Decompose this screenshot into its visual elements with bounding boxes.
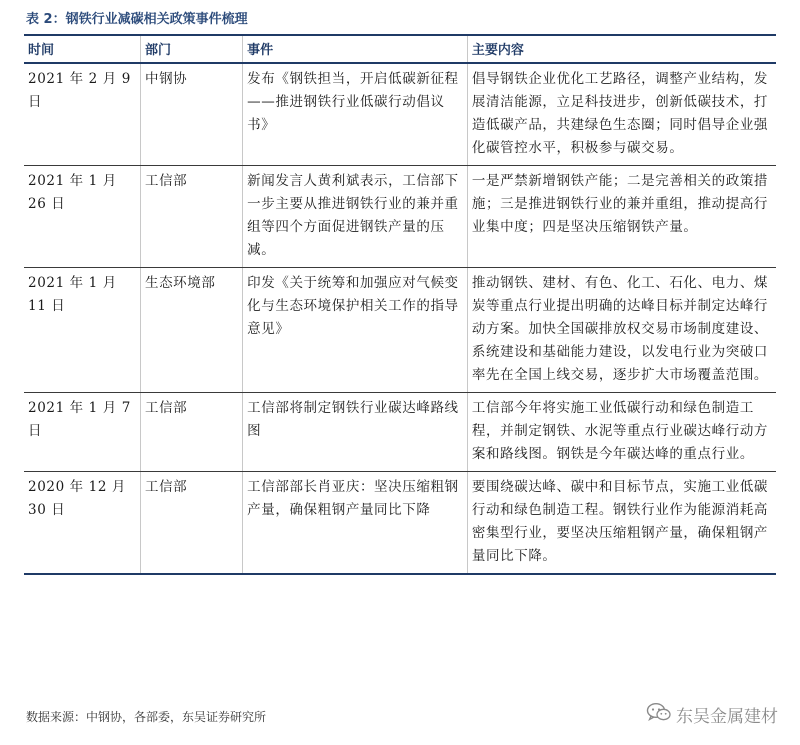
table-caption: 表 2：钢铁行业减碳相关政策事件梳理 bbox=[26, 12, 248, 27]
header-time: 时间 bbox=[24, 35, 140, 63]
cell-dept: 工信部 bbox=[140, 393, 242, 472]
wechat-icon bbox=[646, 702, 672, 727]
cell-dept: 工信部 bbox=[140, 166, 242, 268]
cell-dept: 工信部 bbox=[140, 472, 242, 575]
cell-time: 2021 年 2 月 9 日 bbox=[24, 63, 140, 166]
cell-content: 工信部今年将实施工业低碳行动和绿色制造工程，并制定钢铁、水泥等重点行业碳达峰行动方案和路线图。钢铁是今年碳达峰的重点行业。 bbox=[467, 393, 776, 472]
cell-content: 一是严禁新增钢铁产能；二是完善相关的政策措施；三是推进钢铁行业的兼并重组，推动提高行业集中度；四是坚决压缩钢铁产量。 bbox=[467, 166, 776, 268]
header-dept: 部门 bbox=[140, 35, 242, 63]
table-row bbox=[24, 63, 776, 166]
cell-event: 发布《钢铁担当，开启低碳新征程 ——推进钢铁行业低碳行动倡议书》 bbox=[243, 63, 468, 166]
cell-content: 推动钢铁、建材、有色、化工、石化、电力、煤炭等重点行业提出明确的达峰目标并制定达峰行动方案。加快全国碳排放权交易市场制度建设、系统建设和基础能力建设，以发电行业为突破口率先在全国上线交易，逐步扩大市场覆盖范围。 bbox=[467, 268, 776, 393]
cell-dept: 生态环境部 bbox=[140, 268, 242, 393]
cell-event: 工信部将制定钢铁行业碳达峰路线图 bbox=[243, 393, 468, 472]
cell-time: 2020 年 12 月 30 日 bbox=[24, 472, 140, 575]
cell-time: 2021 年 1 月 26 日 bbox=[24, 166, 140, 268]
cell-event: 新闻发言人黄利斌表示，工信部下一步主要从推进钢铁行业的兼并重组等四个方面促进钢铁产量的压减。 bbox=[243, 166, 468, 268]
header-event: 事件 bbox=[243, 35, 468, 63]
cell-time: 2021 年 1 月 7 日 bbox=[24, 393, 140, 472]
table-header-row bbox=[24, 35, 776, 63]
table-row bbox=[24, 472, 776, 575]
watermark bbox=[646, 702, 778, 727]
cell-dept: 中钢协 bbox=[140, 63, 242, 166]
watermark-text: 东吴金属建材 bbox=[676, 707, 778, 727]
table-row bbox=[24, 268, 776, 393]
policy-events-table bbox=[24, 34, 776, 575]
policy-table-container bbox=[24, 34, 776, 575]
table-row bbox=[24, 166, 776, 268]
cell-content: 倡导钢铁企业优化工艺路径，调整产业结构，发展清洁能源，立足科技进步，创新低碳技术，打造低碳产品，共建绿色生态圈；同时倡导企业强化碳管控水平，积极参与碳交易。 bbox=[467, 63, 776, 166]
cell-time: 2021 年 1 月 11 日 bbox=[24, 268, 140, 393]
cell-event: 印发《关于统筹和加强应对气候变化与生态环境保护相关工作的指导意见》 bbox=[243, 268, 468, 393]
cell-content: 要围绕碳达峰、碳中和目标节点，实施工业低碳行动和绿色制造工程。钢铁行业作为能源消耗高密集型行业，要坚决压缩粗钢产量，确保粗钢产量同比下降。 bbox=[467, 472, 776, 575]
cell-event: 工信部部长肖亚庆：坚决压缩粗钢产量，确保粗钢产量同比下降 bbox=[243, 472, 468, 575]
data-source-note: 数据来源：中钢协，各部委，东吴证券研究所 bbox=[26, 710, 267, 724]
table-row bbox=[24, 393, 776, 472]
header-content: 主要内容 bbox=[467, 35, 776, 63]
